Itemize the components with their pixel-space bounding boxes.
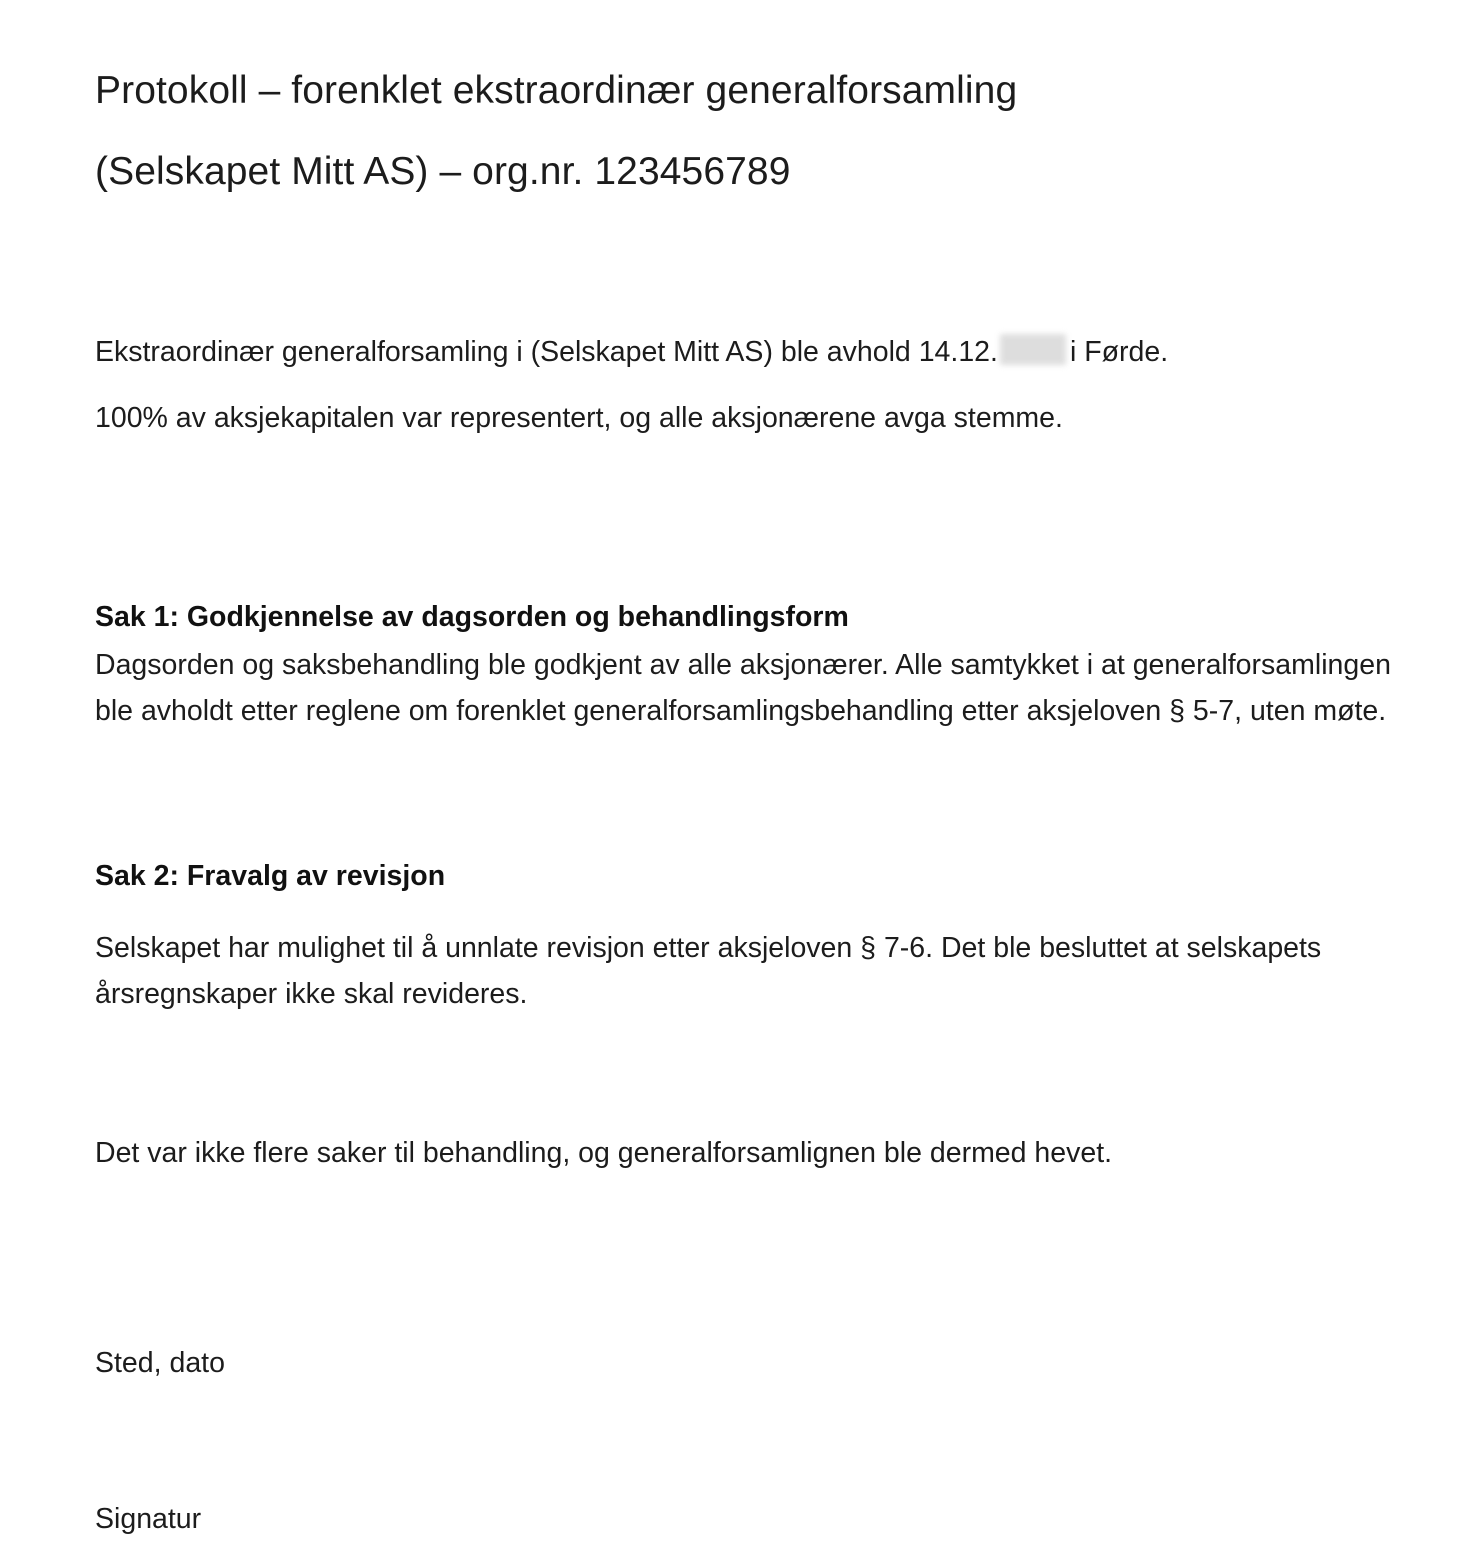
- signature-label: Signatur: [95, 1503, 202, 1535]
- document-content: [95, 0, 1415, 1542]
- document-title-line-1: Protokoll – forenklet ekstraordinær generalforsamling: [95, 69, 1018, 112]
- signature-place-date-label: Sted, dato: [95, 1347, 225, 1379]
- section-heading-sak-2: Sak 2: Fravalg av revisjon: [95, 860, 446, 892]
- section-heading-sak-1: Sak 1: Godkjennelse av dagsorden og behandlingsform: [95, 601, 849, 633]
- section-body-sak-2: Selskapet har mulighet til å unnlate revisjon etter aksjeloven § 7-6. Det ble besluttet at selskapets årsregnskaper ikke skal revideres.: [95, 932, 1322, 1010]
- intro-paragraph-meeting-details: [95, 329, 1415, 375]
- intro-text-before-redaction: Ekstraordinær generalforsamling i (Selskapet Mitt AS) ble avhold 14.12.: [95, 336, 998, 368]
- intro-text-after-redaction: i Førde.: [1069, 336, 1169, 368]
- intro-paragraph-share-capital: 100% av aksjekapitalen var representert, og alle aksjonærene avga stemme.: [95, 402, 1063, 434]
- closing-paragraph: Det var ikke flere saker til behandling, og generalforsamlignen ble dermed hevet.: [95, 1137, 1113, 1169]
- section-body-sak-1: Dagsorden og saksbehandling ble godkjent av alle aksjonærer. Alle samtykket i at generalforsamlingen ble avholdt etter reglene om forenklet generalforsamlingsbehandling etter aksjeloven § 5-7, uten møte.: [95, 649, 1391, 727]
- document-title-line-2: (Selskapet Mitt AS) – org.nr. 123456789: [95, 150, 791, 193]
- redaction-box-year: [1000, 334, 1066, 365]
